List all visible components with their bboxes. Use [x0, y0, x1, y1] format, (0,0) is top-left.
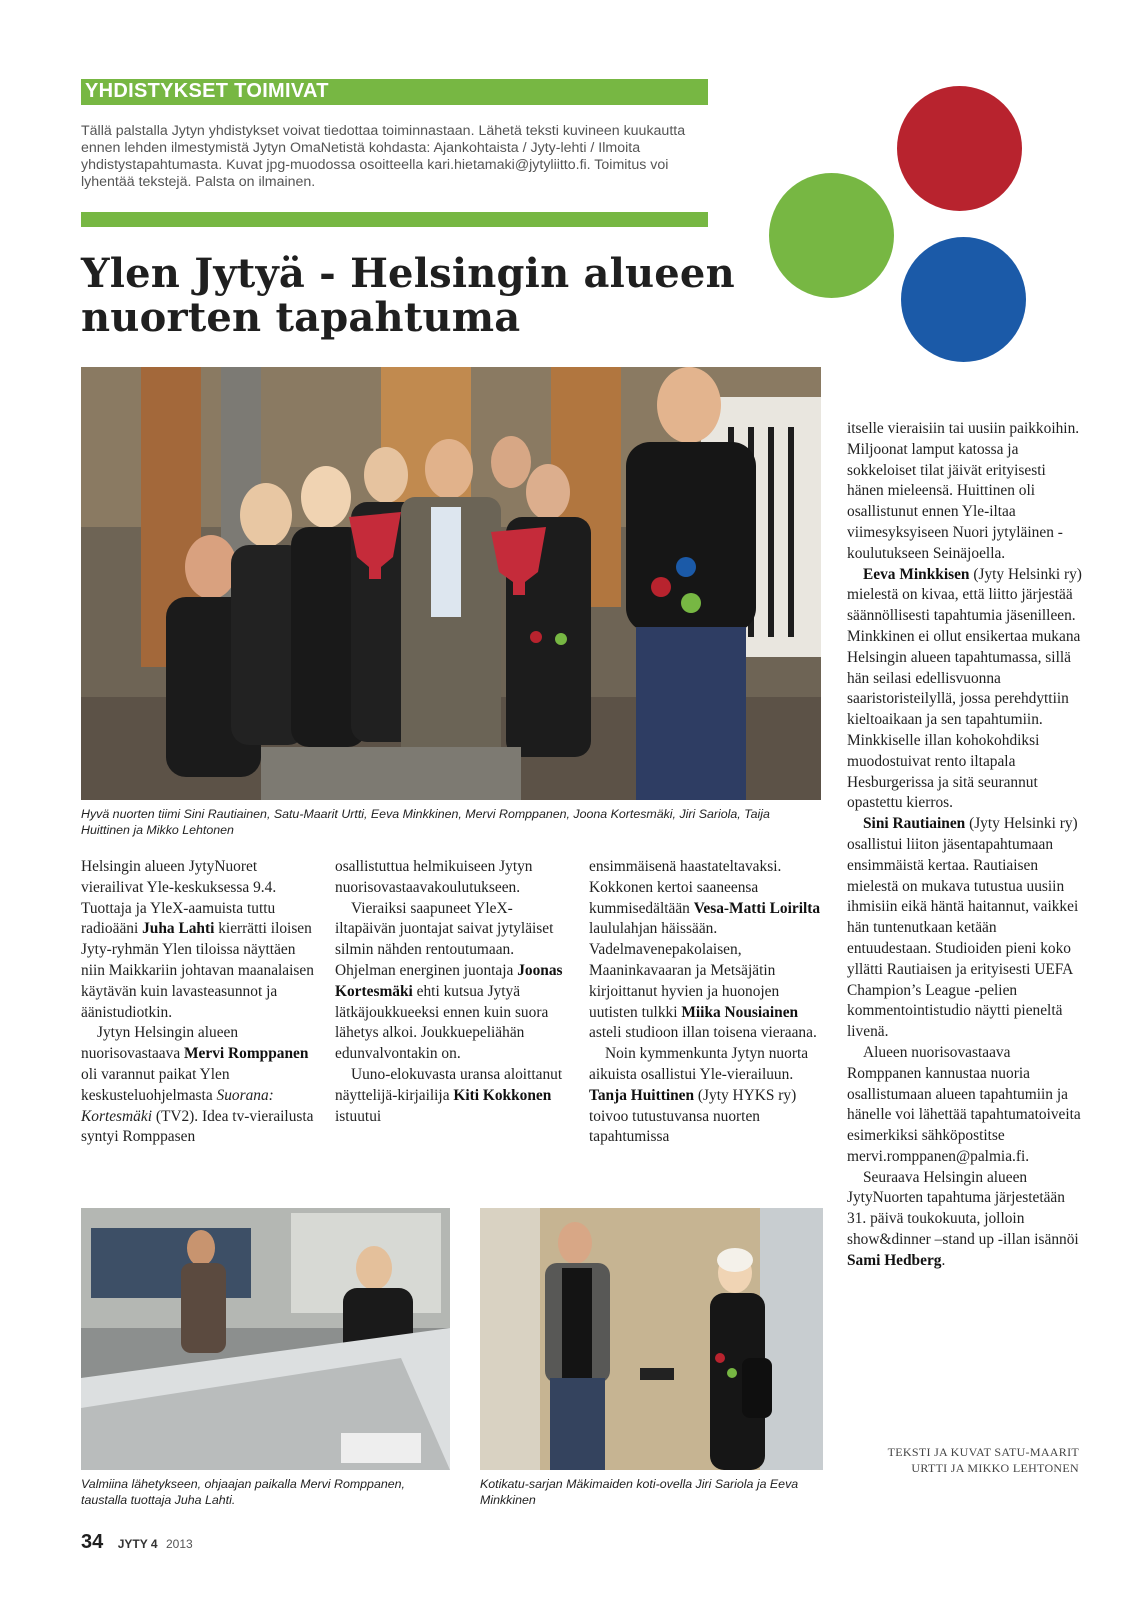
red-circle-decoration	[897, 86, 1022, 211]
blue-circle-decoration	[901, 237, 1026, 362]
paragraph: Uuno-elokuvasta uransa aloittanut näyttelijä-kirjailija Kiti Kokkonen istuutui	[335, 1065, 563, 1125]
group-photo-illustration	[81, 367, 821, 800]
door-photo-caption: Kotikatu-sarjan Mäkimaiden koti-ovella Jiri Sariola ja Eeva Minkkinen	[480, 1477, 799, 1507]
paragraph: itselle vieraisiin tai uusiin paikkoihin. Miljoonat lamput katossa ja sokkeloiset tilat jäivät erityisesti hänen mieleensä. Huittinen oli osallistunut ennen Yle-iltaa viimesyksyiseen Nuori jytyläinen -koulutukseen Seinäjoella.	[847, 420, 1080, 562]
studio-photo	[81, 1208, 450, 1470]
issue-year: 2013	[165, 1537, 193, 1551]
credit-line-1: TEKSTI JA KUVAT SATU-MAARIT	[887, 1445, 1079, 1459]
paragraph: Vieraiksi saapuneet YleX-iltapäivän juontajat saivat jytyläiset silmin nähden rentoutumaan. Ohjelman energinen juontaja Joonas Kortesmäki ehti kutsua Jytyä lätkäjoukkueeksi ennen kuin suora lähetys alkoi. Joukkuepeliähän edunvalvontakin on.	[335, 899, 563, 1063]
person-name: Mervi Romppanen	[184, 1045, 309, 1063]
person-name: Miika Nousiainen	[681, 1003, 799, 1021]
article-column-1	[81, 857, 317, 1148]
paragraph: Helsingin alueen JytyNuoret vierailivat Yle-keskuksessa 9.4. Tuottaja ja YleX-aamuista tuttu radioääni Juha Lahti kierrätti iloisen Jyty-ryhmän Ylen tiloissa näyttäen niin Maikkariin johtavan maanalaisen käytävän kuin lavasteasunnot ja äänistudiotkin.	[81, 858, 314, 1021]
section-label-bar	[81, 79, 708, 105]
page-number: 34	[81, 1531, 104, 1553]
credit-line-2: URTTI JA MIKKO LEHTONEN	[911, 1461, 1079, 1475]
article-title	[81, 252, 801, 340]
paragraph: Noin kymmenkunta Jytyn nuorta aikuista osallistui Yle-vierailuun. Tanja Huittinen (Jyty HYKS ry) toivoo tutustuvansa nuorten tapahtumissa	[589, 1045, 809, 1146]
person-name: Tanja Huittinen	[589, 1086, 695, 1104]
person-name: Juha Lahti	[142, 920, 215, 938]
article-title-line2: nuorten tapahtuma	[81, 294, 521, 341]
person-name: Sini Rautiainen	[863, 815, 966, 833]
article-credit	[847, 1444, 1079, 1476]
article-column-2	[335, 857, 571, 1127]
program-name: Suorana: Kortesmäki	[81, 1086, 274, 1125]
article-column-3	[589, 857, 825, 1148]
article-column-4	[847, 419, 1083, 1272]
page-footer	[81, 1531, 193, 1554]
paragraph: Eeva Minkkisen (Jyty Helsinki ry) mielestä on kivaa, että liitto järjestää säännöllisesti tapahtumia jäsenilleen. Minkkinen ei ollut ensikertaa mukana Helsingin alueen tapahtumassa, sillä hän seilasi edellisvuonna saaristoristeilyllä, jossa perehdyttiin kieltoaikaan ja sen tapahtumiin. Minkkiselle illan kohokohdiksi muodostuivat rento iltapala Hesburgerissa ja sitä seurannut opastettu kierros.	[847, 565, 1082, 812]
person-name: Vesa-Matti Loirilta	[693, 899, 821, 917]
studio-photo-illustration	[81, 1208, 450, 1470]
paragraph: ensimmäisenä haastateltavaksi. Kokkonen kertoi saaneensa kummisedältään Vesa-Matti Loirilta laululahjan häissään. Vadelmavenepakolaisen, Maaninkavaaran ja Metsäjätin kirjoittanut hyvien ja huonojen uutisten tulkki Miika Nousiainen asteli studioon illan toisena vieraana.	[589, 858, 821, 1042]
main-group-photo	[81, 367, 821, 800]
person-name: Eeva Minkkisen	[863, 565, 970, 583]
article-title-line1: Ylen Jytyä - Helsingin alueen	[81, 250, 735, 297]
magazine-name: JYTY 4	[117, 1537, 158, 1551]
paragraph: Seuraava Helsingin alueen JytyNuorten tapahtuma järjestetään 31. päivä toukokuuta, jolloin show&dinner –stand up -illan isännöi Sami Hedberg.	[847, 1168, 1079, 1269]
section-label: YHDISTYKSET TOIMIVAT	[85, 80, 329, 102]
paragraph: Jytyn Helsingin alueen nuorisovastaava Mervi Romppanen oli varannut paikat Ylen keskusteluohjelmasta Suorana: Kortesmäki (TV2). Idea tv-vierailusta syntyi Romppasen	[81, 1024, 314, 1146]
paragraph: Alueen nuorisovastaava Romppanen kannustaa nuoria osallistumaan alueen tapahtumiin ja hänelle voi lähettää tapahtumatoiveita esimerkiksi sähköpostitse mervi.romppanen@palmia.fi.	[847, 1043, 1081, 1165]
section-intro: Tällä palstalla Jytyn yhdistykset voivat tiedottaa toiminnastaan. Lähetä teksti kuvineen kuukautta ennen lehden ilmestymistä Jytyn OmaNetistä kohdasta: Ajankohtaista / Jyty-lehti / Ilmoita yhdistystapahtumasta. Kuvat jpg-muodossa osoitteella kari.hietamaki@jytyliitto.fi. Toimitus voi lyhentää tekstejä. Palsta on ilmainen.	[81, 123, 686, 190]
person-name: Joonas Kortesmäki	[335, 961, 563, 1000]
paragraph: osallistuttua helmikuiseen Jytyn nuorisovastaavakoulutukseen.	[335, 858, 533, 896]
door-photo-illustration	[480, 1208, 823, 1470]
door-photo	[480, 1208, 823, 1470]
main-photo-caption: Hyvä nuorten tiimi Sini Rautiainen, Satu-Maarit Urtti, Eeva Minkkinen, Mervi Romppanen, Joona Kortesmäki, Jiri Sariola, Taija Huittinen ja Mikko Lehtonen	[81, 807, 770, 837]
person-name: Sami Hedberg	[847, 1251, 942, 1269]
paragraph: Sini Rautiainen (Jyty Helsinki ry) osallistui liiton jäsentapahtumaan ensimmäistä kertaa. Rautiaisen mielestä on mukava tutustua uusiin ihmisiin eikä häntä haitannut, vaikkei hän tuntenutkaan ketään entuudestaan. Studioiden pieni koko yllätti Rautiaisen ja erityisesti UEFA Champion’s League -pelien kommentointistudio näytti pieneltä livenä.	[847, 815, 1079, 1041]
section-divider	[81, 212, 708, 227]
person-name: Kiti Kokkonen	[453, 1086, 552, 1104]
studio-photo-caption: Valmiina lähetykseen, ohjaajan paikalla Mervi Romppanen, taustalla tuottaja Juha Lahti.	[81, 1477, 405, 1507]
